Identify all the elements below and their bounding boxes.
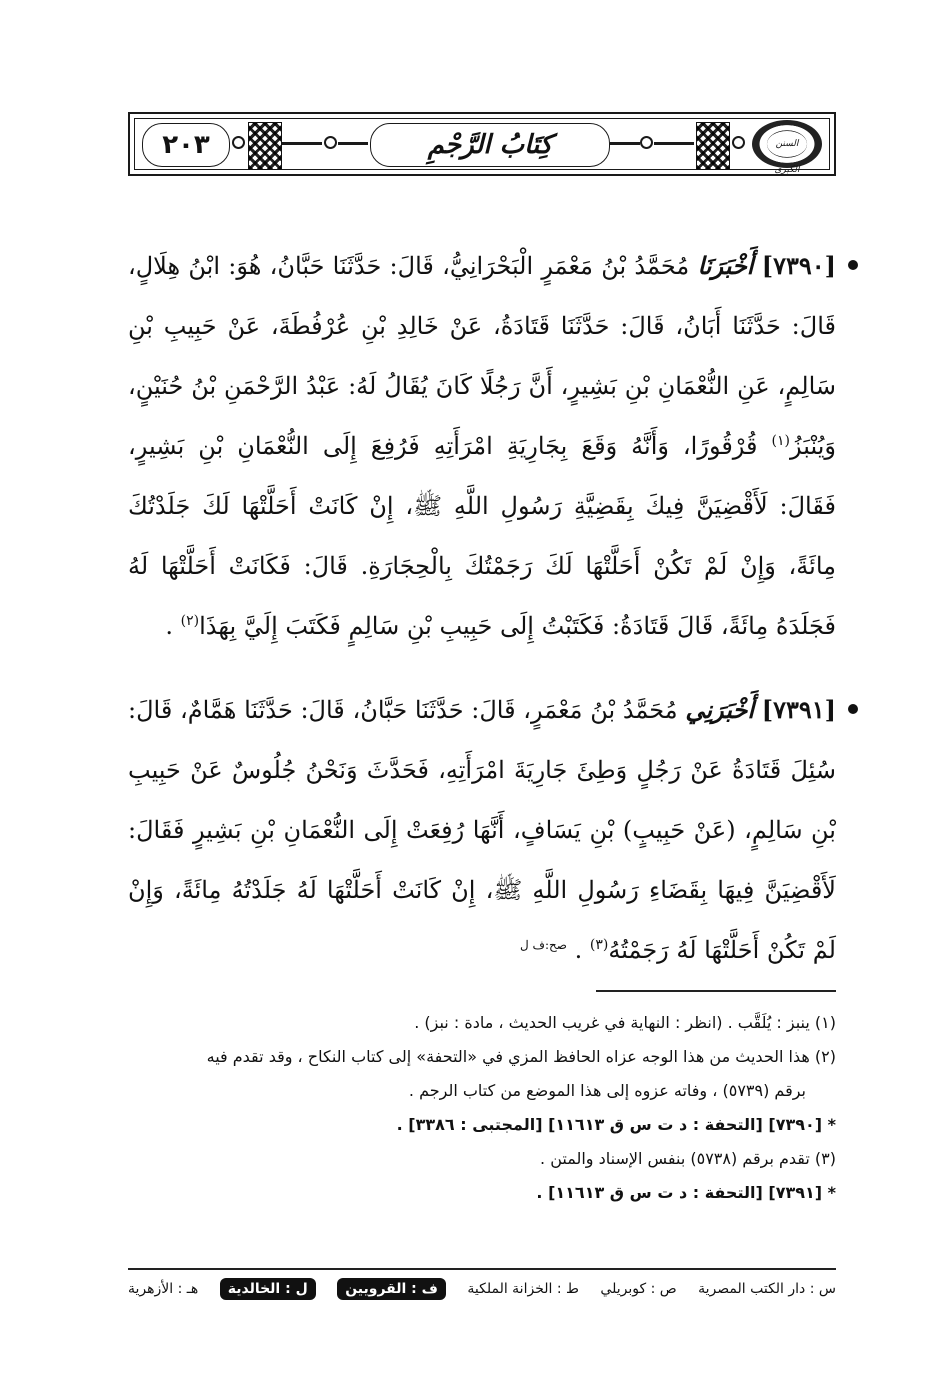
chapter-title: كِتَابُ الرَّجْمِ xyxy=(427,130,553,160)
hadith-text: قُرْقُورًا، وَأَنَّهُ وَقَعَ بِجَارِيَةِ امْرَأَتِهِ فَرُفِعَ إِلَى النُّعْمَانِ بْنِ بَشِيرٍ، فَقَالَ: لَأَقْضِيَنَّ فِيكَ بِقَضِيَّةِ رَسُولِ اللَّهِ ﷺ، إِنْ كَانَتْ أَحَلَّتْهَا لَكَ جَلَدْتُكَ مِائَةً، وَإِنْ لَمْ تَكُنْ أَحَلَّتْهَا لَكَ رَجَمْتُكَ بِالْحِجَارَةِ. قَالَ: فَكَانَتْ أَحَلَّتْهَا لَهُ فَجَلَدَهُ مِائَةً، قَالَ قَتَادَةُ: فَكَتَبْتُ إِلَى حَبِيبِ بْنِ سَالِمٍ فَكَتَبَ إِلَيَّ بِهَذَا xyxy=(128,432,836,640)
hadith-opening: أَخْبَرَنِي xyxy=(685,695,755,724)
footnote-1: (١) ينبز : يُلَقَّب . (انظر : النهاية في غريب الحديث ، مادة : نبز) . xyxy=(414,1013,836,1032)
legend-item: ط : الخزانة الملكية xyxy=(467,1281,579,1297)
page-number-cartouche xyxy=(142,123,230,167)
legend-item-highlight: ل : الخالدية xyxy=(220,1278,316,1300)
connector-bar xyxy=(610,142,640,145)
ornament-band xyxy=(248,122,282,170)
margin-note: صح:ف ل xyxy=(519,938,567,952)
takhrij-7391: * [٧٣٩١] [التحفة : د ت س ق ١١٦١٣] . xyxy=(536,1183,836,1202)
footnotes xyxy=(128,1006,836,1210)
takhrij-7390: * [٧٣٩٠] [التحفة : د ت س ق ١١٦١٣] [المجتبى : ٣٣٨٦] . xyxy=(396,1115,836,1134)
seal-text: السنن الكبرى xyxy=(767,131,807,157)
footnote-marker: (٢) xyxy=(180,613,200,629)
ring-ornament xyxy=(640,136,653,149)
footnote-2-cont: برقم (٥٧٣٩) ، وفاته عزوه إلى هذا الموضع من كتاب الرجم . xyxy=(408,1081,806,1100)
legend-item: س : دار الكتب المصرية xyxy=(698,1281,836,1297)
hadith-text: مُحَمَّدُ بْنُ مَعْمَرٍ الْبَحْرَانِيُّ، قَالَ: حَدَّثَنَا حَبَّانُ، هُوَ: ابْنُ هِلَالٍ، قَالَ: حَدَّثَنَا أَبَانُ، قَالَ: حَدَّثَنَا قَتَادَةُ، عَنْ خَالِدِ بْنِ عُرْفُطَةَ، عَنْ حَبِيبِ بْنِ سَالِمٍ، عَنِ النُّعْمَانِ بْنِ بَشِيرٍ، أَنَّ رَجُلًا كَانَ يُقَالُ لَهُ: عَبْدُ الرَّحْمَنِ بْنُ حُنَيْنٍ، وَيُنْبَزُ xyxy=(128,252,836,460)
bullet-icon xyxy=(848,704,858,714)
manuscript-legend xyxy=(128,1278,836,1300)
legend-item: ص : كوبريلي xyxy=(600,1281,677,1297)
footnote-2: (٢) هذا الحديث من هذا الوجه عزاه الحافظ المزي في «التحفة» إلى كتاب النكاح ، وقد تقدم فيه xyxy=(206,1047,836,1066)
chapter-title-cartouche xyxy=(370,123,610,167)
footnote-divider xyxy=(596,990,836,992)
ornament-band xyxy=(696,122,730,170)
ring-ornament xyxy=(232,136,245,149)
footnote-marker: (١) xyxy=(771,433,790,449)
page-number: ٢٠٣ xyxy=(162,130,210,160)
ring-ornament xyxy=(324,136,337,149)
bullet-icon xyxy=(848,260,858,270)
connector-bar xyxy=(282,142,322,145)
hadith-number: [٧٣٩١] xyxy=(761,695,836,724)
hadith-text: مُحَمَّدُ بْنُ مَعْمَرٍ، قَالَ: حَدَّثَنَا حَبَّانُ، قَالَ: حَدَّثَنَا هَمَّامٌ، قَالَ: سُئِلَ قَتَادَةُ عَنْ رَجُلٍ وَطِئَ جَارِيَةَ امْرَأَتِهِ، فَحَدَّثَ وَنَحْنُ جُلُوسٌ عَنْ حَبِيبِ بْنِ سَالِمٍ، (عَنْ حَبِيبٍ) بْنِ يَسَافٍ، أَنَّهَا رُفِعَتْ إِلَى النُّعْمَانِ بْنِ بَشِيرٍ فَقَالَ: لَأَقْضِيَنَّ فِيهَا بِقَضَاءِ رَسُولِ اللَّهِ ﷺ، إِنْ كَانَتْ أَحَلَّتْهَا لَهُ جَلَدْتُهُ مِائَةً، وَإِنْ لَمْ تَكُنْ أَحَلَّتْهَا لَهُ رَجَمْتُهُ xyxy=(128,696,836,964)
hadith-number: [٧٣٩٠] xyxy=(761,251,836,280)
connector-bar xyxy=(338,142,368,145)
main-text xyxy=(128,212,836,1000)
legend-divider xyxy=(128,1268,836,1270)
footnote-marker: (٣) xyxy=(589,937,609,953)
hadith-7391 xyxy=(128,680,836,980)
legend-item: هـ : الأزهرية xyxy=(128,1281,199,1297)
ring-ornament xyxy=(732,136,745,149)
legend-item-highlight: ف : القرويين xyxy=(337,1278,446,1300)
footnote-3: (٣) تقدم برقم (٥٧٣٨) بنفس الإسناد والمتن . xyxy=(540,1149,836,1168)
hadith-ending: . xyxy=(574,936,583,964)
page-header xyxy=(128,112,836,176)
hadith-opening: أَخْبَرَنَا xyxy=(697,251,754,280)
connector-bar xyxy=(654,142,694,145)
hadith-ending: . xyxy=(165,612,173,640)
hadith-7390 xyxy=(128,236,836,656)
book-seal-logo xyxy=(752,120,822,175)
